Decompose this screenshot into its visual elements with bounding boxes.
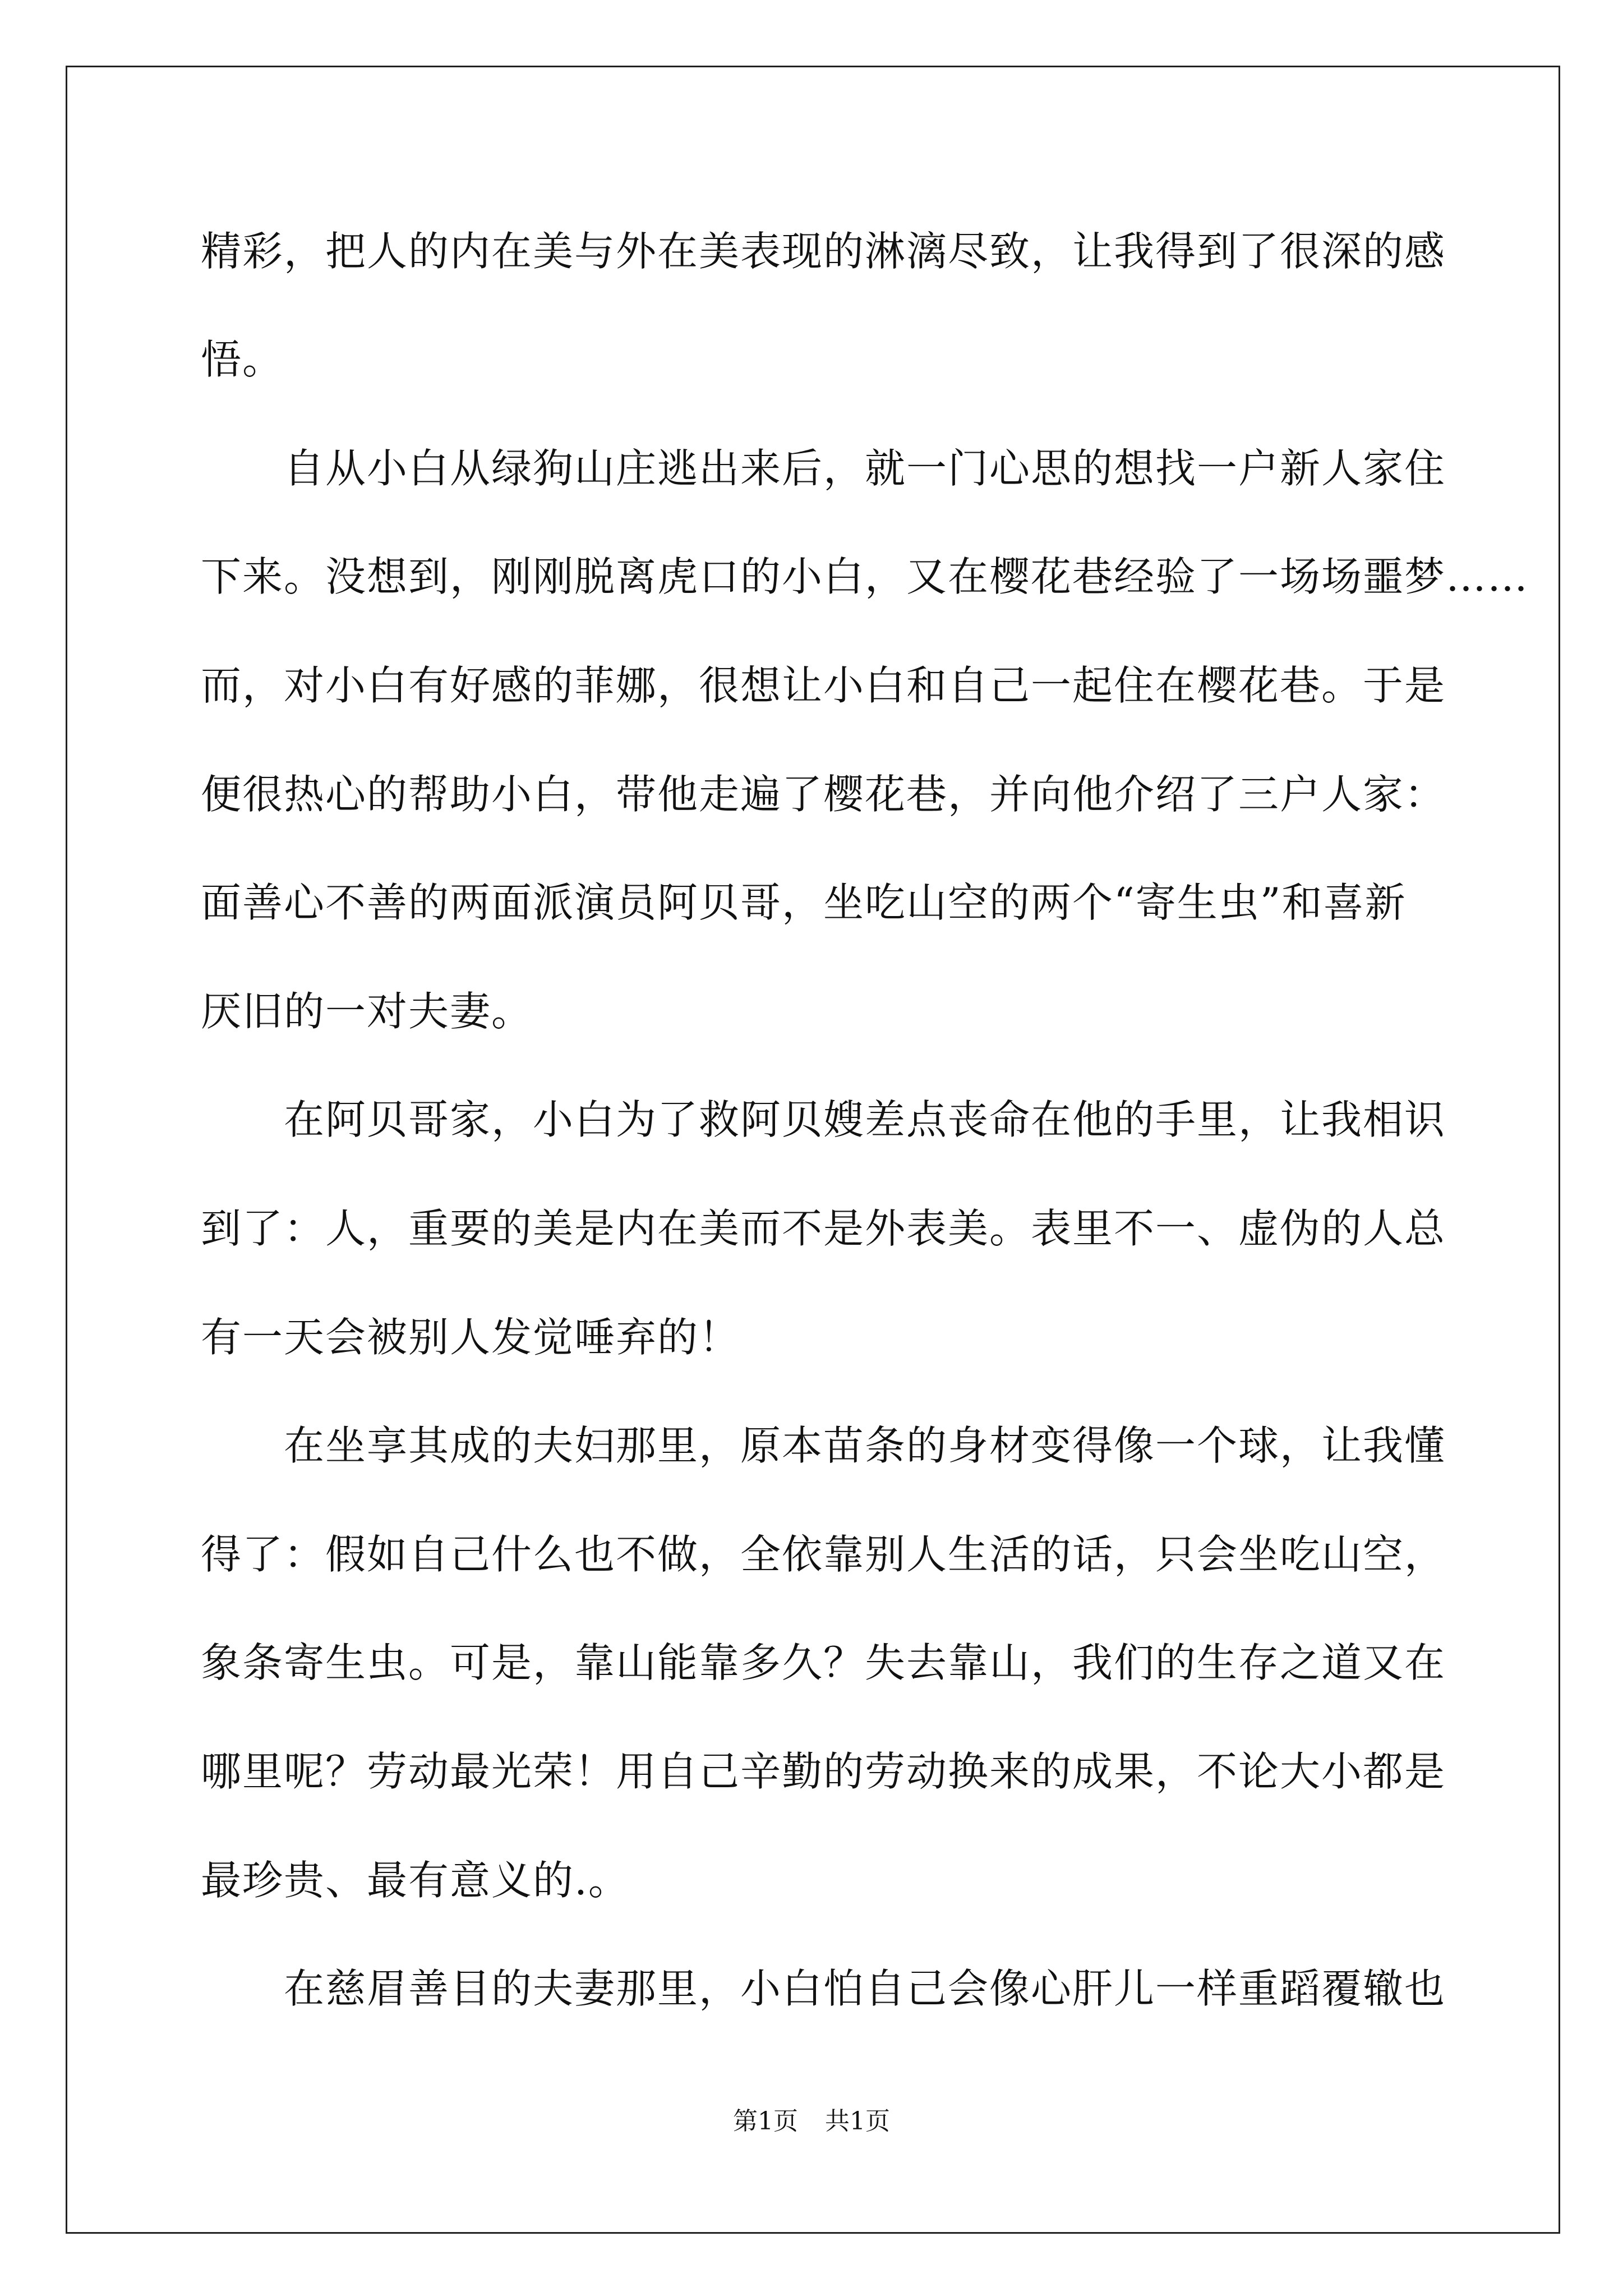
text-line: 面善心不善的两面派演员阿贝哥，坐吃山空的两个“寄生虫”和喜新 [201, 879, 1407, 926]
text-line: 象条寄生虫。可是，靠山能靠多久？失去靠山，我们的生存之道又在 [201, 1639, 1446, 1686]
text-line: 而，对小白有好感的菲娜，很想让小白和自己一起住在樱花巷。于是 [201, 662, 1446, 709]
text-line: 自从小白从绿狗山庄逃出来后，就一门心思的想找一户新人家住 [201, 445, 1446, 492]
text-line: 哪里呢？劳动最光荣！用自己辛勤的劳动换来的成果，不论大小都是 [201, 1748, 1446, 1795]
text-line: 精彩，把人的内在美与外在美表现的淋漓尽致，让我得到了很深的感 [201, 228, 1446, 275]
text-line: 在阿贝哥家，小白为了救阿贝嫂差点丧命在他的手里，让我相识 [201, 1096, 1446, 1143]
text-line: 有一天会被别人发觉唾弃的！ [201, 1314, 741, 1361]
text-line: 到了：人，重要的美是内在美而不是外表美。表里不一、虚伪的人总 [201, 1205, 1446, 1252]
text-line: 在慈眉善目的夫妻那里，小白怕自己会像心肝儿一样重蹈覆辙也 [201, 1965, 1446, 2012]
text-line: 悟。 [201, 336, 284, 383]
page-total: 共1页 [825, 2107, 890, 2136]
text-line: 厌旧的一对夫妻。 [201, 988, 533, 1035]
text-line: 便很热心的帮助小白，带他走遍了樱花巷，并向他介绍了三户人家： [201, 771, 1446, 818]
text-line: 得了：假如自己什么也不做，全依靠别人生活的话，只会坐吃山空， [201, 1531, 1446, 1578]
text-line: 最珍贵、最有意义的.。 [201, 1857, 630, 1904]
page-border [66, 66, 1560, 2234]
page-number: 第1页 [733, 2107, 798, 2136]
page-footer [0, 2105, 1623, 2138]
text-line: 下来。没想到，刚刚脱离虎口的小白，又在樱花巷经验了一场场噩梦…… [201, 553, 1529, 600]
text-line: 在坐享其成的夫妇那里，原本苗条的身材变得像一个球，让我懂 [201, 1422, 1446, 1469]
